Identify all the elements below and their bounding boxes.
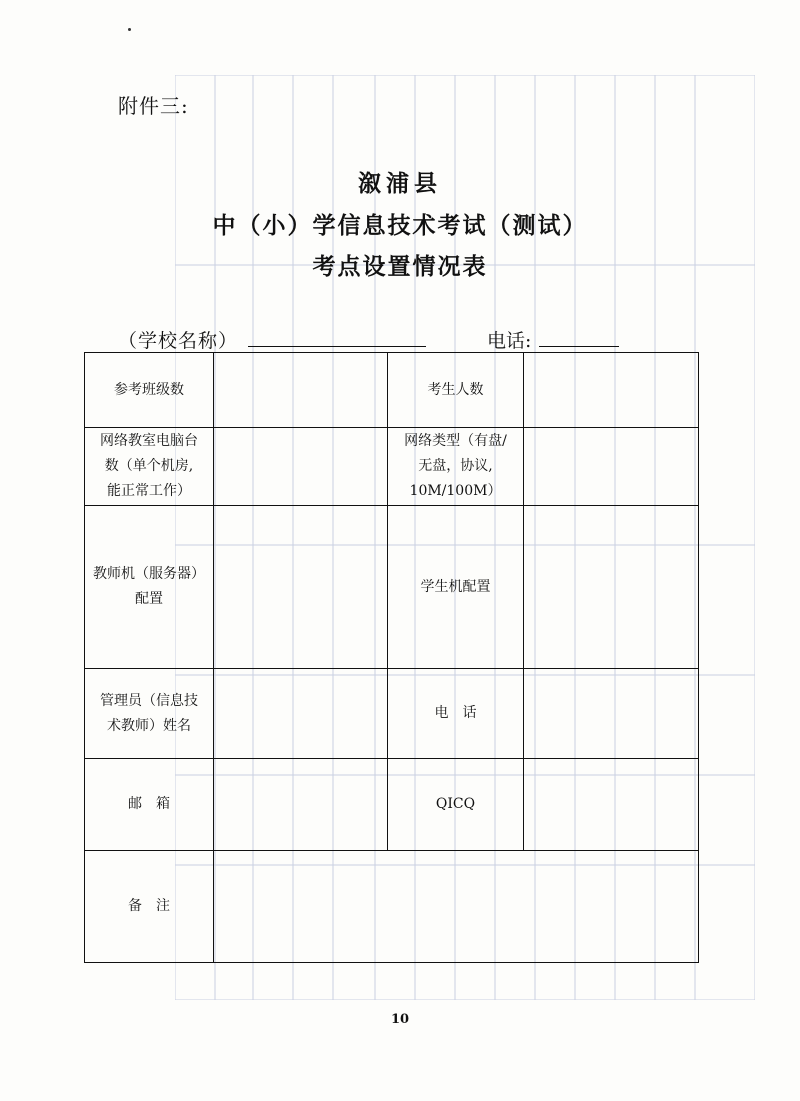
stray-dot-mark xyxy=(128,28,131,31)
class-count-value[interactable] xyxy=(214,353,388,428)
school-name-line xyxy=(118,326,426,353)
qicq-value[interactable] xyxy=(524,759,699,851)
email-label: 邮 箱 xyxy=(85,759,214,851)
remarks-value[interactable] xyxy=(214,851,699,963)
student-pc-config-value[interactable] xyxy=(524,506,699,669)
qicq-label: QICQ xyxy=(388,759,524,851)
phone-label: 电话: xyxy=(487,330,532,352)
admin-name-value[interactable] xyxy=(214,669,388,759)
computer-count-label: 网络教室电脑台 数（单个机房, 能正常工作） xyxy=(85,428,214,506)
table-row xyxy=(85,428,699,506)
title-county: 溆浦县 xyxy=(358,170,442,197)
student-count-label: 考生人数 xyxy=(388,353,524,428)
teacher-pc-config-label: 教师机（服务器） 配置 xyxy=(85,506,214,669)
network-type-value[interactable] xyxy=(524,428,699,506)
teacher-pc-config-value[interactable] xyxy=(214,506,388,669)
phone-blank[interactable] xyxy=(539,328,619,347)
table-row xyxy=(85,353,699,428)
school-name-blank[interactable] xyxy=(248,328,426,347)
table-row xyxy=(85,759,699,851)
network-type-label: 网络类型（有盘/ 无盘，协议, 10M/100M） xyxy=(388,428,524,506)
admin-name-label: 管理员（信息技 术教师）姓名 xyxy=(85,669,214,759)
email-value[interactable] xyxy=(214,759,388,851)
admin-phone-label: 电 话 xyxy=(388,669,524,759)
title-table: 考点设置情况表 xyxy=(312,253,488,280)
page-number: 10 xyxy=(390,1012,410,1027)
student-pc-config-label: 学生机配置 xyxy=(388,506,524,669)
computer-count-value[interactable] xyxy=(214,428,388,506)
school-name-label: （学校名称） xyxy=(118,330,239,352)
admin-phone-value[interactable] xyxy=(524,669,699,759)
remarks-label: 备 注 xyxy=(85,851,214,963)
attachment-label: 附件三: xyxy=(118,94,189,118)
exam-site-form-table xyxy=(84,352,699,963)
student-count-value[interactable] xyxy=(524,353,699,428)
class-count-label: 参考班级数 xyxy=(85,353,214,428)
phone-line xyxy=(487,326,619,353)
table-row xyxy=(85,506,699,669)
table-row xyxy=(85,669,699,759)
table-row xyxy=(85,851,699,963)
title-exam: 中（小）学信息技术考试（测试） xyxy=(212,212,588,239)
